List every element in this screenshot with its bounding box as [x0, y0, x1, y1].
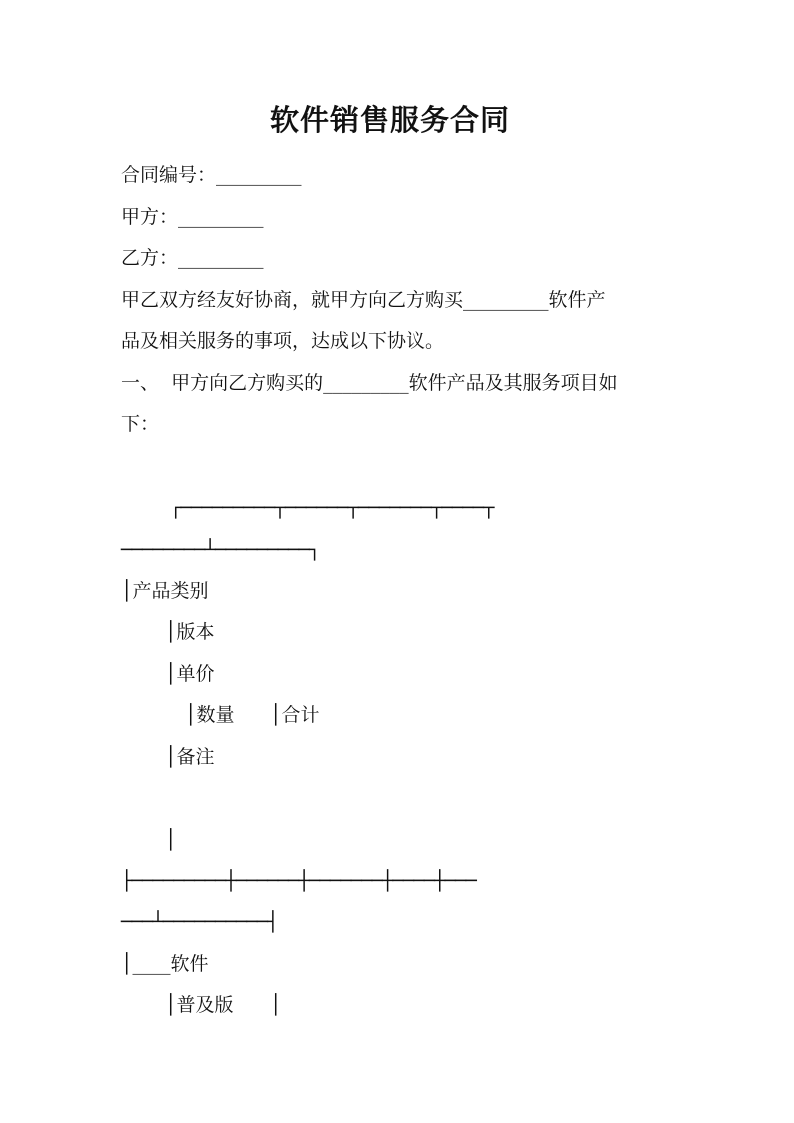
table-row-1-version: │普及版 — [165, 994, 234, 1016]
clause-1-line-1: 一、 甲方向乙方购买的_________软件产品及其服务项目如 — [121, 372, 618, 394]
table-header-version: │版本 — [165, 621, 215, 643]
party-a-line: 甲方：_________ — [121, 206, 264, 228]
table-header-unit-price: │单价 — [165, 663, 215, 685]
table-header-remarks: │备注 — [165, 746, 215, 768]
clause-1-line-2: 下： — [121, 413, 160, 435]
table-header-product-category: │产品类别 — [121, 580, 209, 602]
table-row-1-column-separator: │ — [270, 994, 282, 1016]
intro-paragraph-line-2: 品及相关服务的事项，达成以下协议。 — [121, 330, 445, 352]
table-header-row-end-bar: │ — [165, 829, 177, 851]
table-header-quantity: │数量 — [185, 704, 235, 726]
table-top-border-line-1: ┌─────────┬──────┬───────┬────┬ — [170, 497, 494, 519]
intro-paragraph-line-1: 甲乙双方经友好协商，就甲方向乙方购买_________软件产 — [121, 289, 606, 311]
table-top-border-line-2: ────────┴─────────┐ — [121, 539, 320, 561]
contract-number-line: 合同编号：_________ — [121, 164, 302, 186]
document-title: 软件销售服务合同 — [270, 103, 511, 137]
party-b-line: 乙方：_________ — [121, 247, 264, 269]
table-header-total: │合计 — [270, 704, 320, 726]
table-row-1-software-name: │____软件 — [121, 953, 209, 975]
table-middle-border-line-2: ───┴──────────┤ — [121, 911, 278, 933]
table-middle-border-line-1: ├─────────┼──────┼───────┼────┼─── — [121, 870, 476, 892]
